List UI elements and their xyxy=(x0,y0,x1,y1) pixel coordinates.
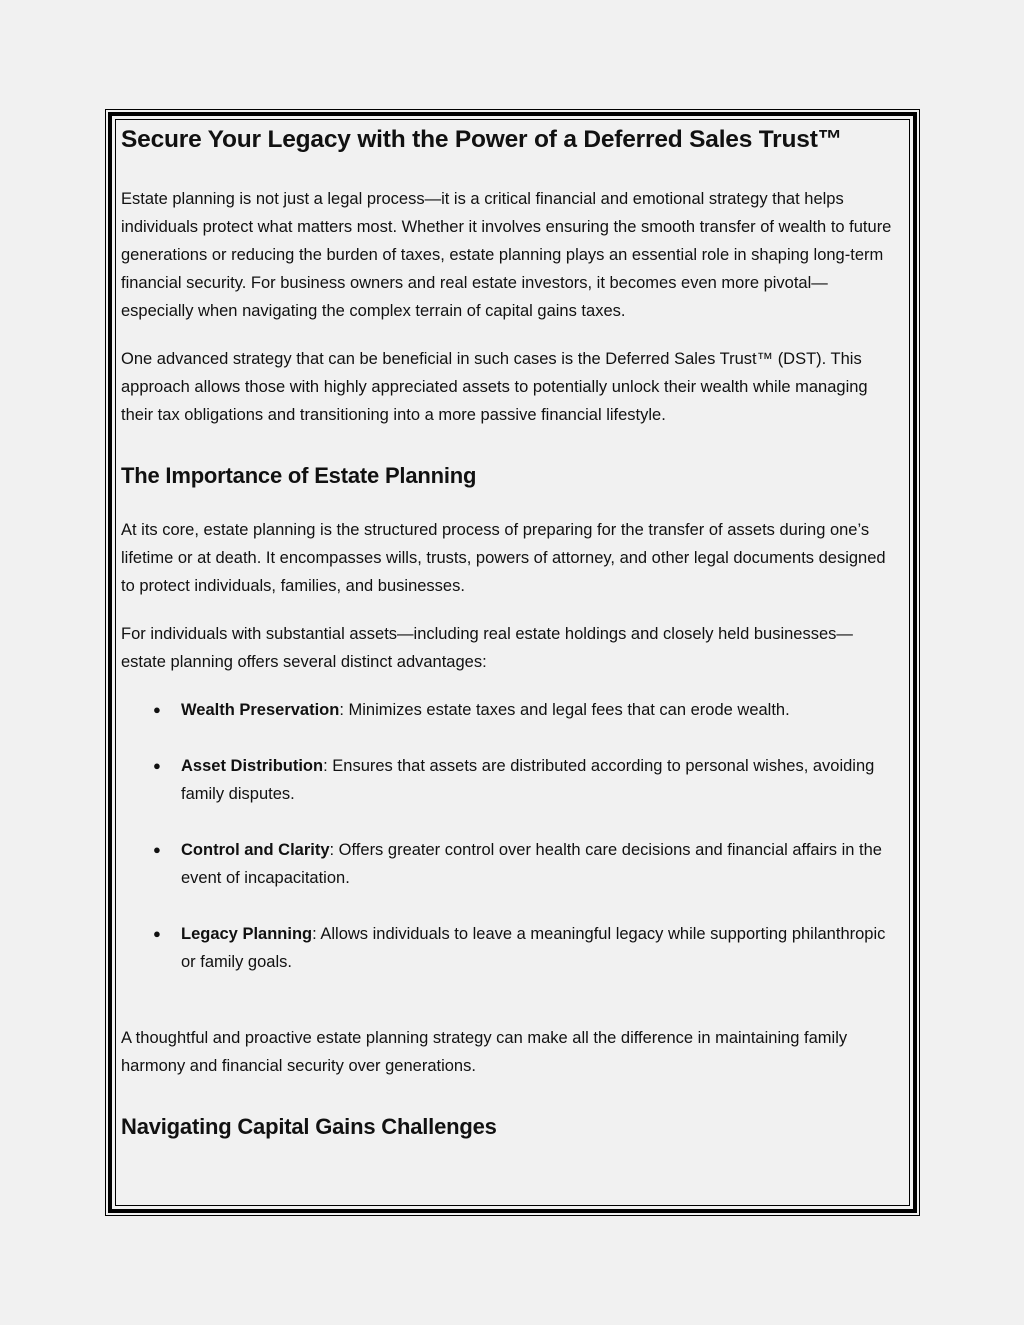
bullet-icon: ● xyxy=(153,842,161,857)
list-item xyxy=(121,920,896,976)
intro-paragraph-2: One advanced strategy that can be beneficial in such cases is the Deferred Sales Trust™ (DST). This approach allows those with highly appreciated assets to potentially unlock their wealth while managing their tax obligations and transitioning into a more passive financial lifestyle. xyxy=(121,350,868,424)
estate-planning-paragraph-2: For individuals with substantial assets—including real estate holdings and closely held businesses—estate planning offers several distinct advantages: xyxy=(121,625,853,671)
document-body xyxy=(121,120,896,1143)
list-item xyxy=(121,696,896,724)
section-heading-capital-gains: Navigating Capital Gains Challenges xyxy=(121,1114,497,1139)
bullet-icon: ● xyxy=(153,926,161,941)
list-item-term: Asset Distribution xyxy=(181,757,324,775)
bullet-icon: ● xyxy=(153,702,161,717)
bullet-icon: ● xyxy=(153,758,161,773)
list-item-text: : Minimizes estate taxes and legal fees that can erode wealth. xyxy=(339,701,790,719)
list-item-text: : Allows individuals to leave a meaningful legacy while supporting philanthropic or family goals. xyxy=(181,925,886,971)
list-item-term: Wealth Preservation xyxy=(181,701,340,719)
estate-planning-paragraph-1: At its core, estate planning is the structured process of preparing for the transfer of assets during one’s lifetime or at death. It encompasses wills, trusts, powers of attorney, and other legal documents designed to protect individuals, families, and businesses. xyxy=(121,521,886,595)
list-item-text: : Ensures that assets are distributed according to personal wishes, avoiding family disputes. xyxy=(181,757,875,803)
intro-paragraph-1: Estate planning is not just a legal process—it is a critical financial and emotional strategy that helps individuals protect what matters most. Whether it involves ensuring the smooth transfer of wealth to future generations or reducing the burden of taxes, estate planning plays an essential role in shaping long-term financial security. For business owners and real estate investors, it becomes even more pivotal—especially when navigating the complex terrain of capital gains taxes. xyxy=(121,190,892,320)
list-item xyxy=(121,836,896,892)
estate-planning-closing: A thoughtful and proactive estate planning strategy can make all the difference in maintaining family harmony and financial security over generations. xyxy=(121,1029,848,1075)
list-item-term: Control and Clarity xyxy=(181,841,330,859)
advantages-list xyxy=(121,696,896,976)
document-title: Secure Your Legacy with the Power of a Deferred Sales Trust™ xyxy=(121,126,842,153)
list-item-text: : Offers greater control over health care decisions and financial affairs in the event of incapacitation. xyxy=(181,841,882,887)
section-heading-estate-planning: The Importance of Estate Planning xyxy=(121,463,477,488)
list-item-term: Legacy Planning xyxy=(181,925,313,943)
list-item xyxy=(121,752,896,808)
